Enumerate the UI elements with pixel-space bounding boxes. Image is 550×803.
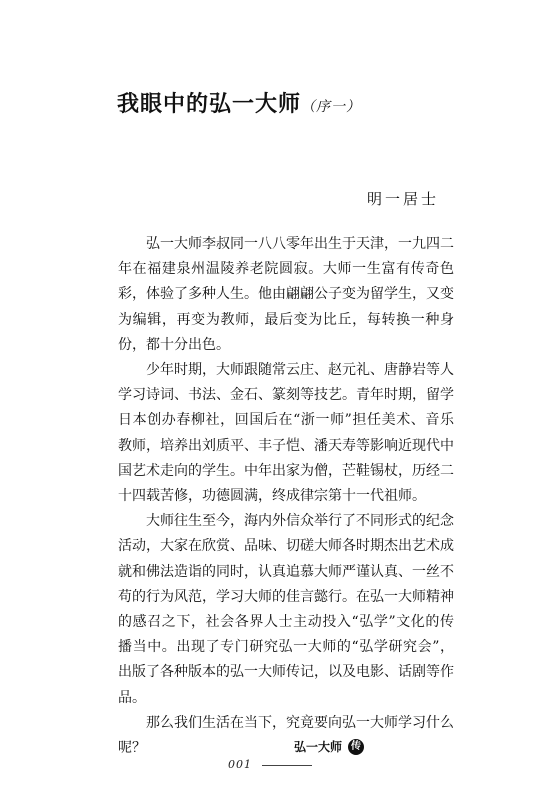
body-text — [118, 232, 454, 761]
footer-book-title: 弘一大师 — [294, 740, 343, 754]
paragraph: 大师往生至今，海内外信众举行了不同形式的纪念活动，大家在欣赏、品味、切磋大师各时期杰出艺术成就和佛法造诣的同时，认真追慕大师严谨认真、一丝不苟的行为风范，学习大师的佳言懿行。在弘一大师精神的感召之下，社会各界人士主动投入“弘学”文化的传播当中。出现了专门研究弘一大师的“弘学研究会”，出版了各种版本的弘一大师传记，以及电影、话剧等作品。 — [118, 513, 454, 706]
biography-badge: 传 — [348, 739, 364, 755]
author-name: 明一居士 — [367, 190, 440, 208]
chapter-title — [117, 87, 361, 118]
paragraph: 少年时期，大师跟随常云庄、赵元礼、唐静岩等人学习诗词、书法、金石、篆刻等技艺。青年时期，留学日本创办春柳社，回国后在“浙一师”担任美术、音乐教师，培养出刘质平、丰子恺、潘天寿等影响近现代中国艺术走向的学生。中年出家为僧，芒鞋锡杖，历经二十四载苦修，功德圆满，终成律宗第十一代祖师。 — [118, 362, 454, 505]
chapter-title-text: 我眼中的弘一大师 — [117, 92, 302, 117]
paragraph: 那么我们生活在当下，究竟要向弘一大师学习什么呢？ — [118, 714, 454, 757]
footer-rule — [262, 765, 312, 766]
running-footer — [294, 738, 364, 755]
paragraph: 弘一大师李叔同一八八零年出生于天津，一九四二年在福建泉州温陵养老院圆寂。大师一生富有传奇色彩，体验了多种人生。他由翩翩公子变为留学生，又变为编辑，再变为教师，最后变为比丘，每转换一种身份，都十分出色。 — [118, 236, 454, 353]
chapter-subtitle: （序一） — [301, 99, 362, 115]
page-number: 001 — [228, 758, 252, 771]
